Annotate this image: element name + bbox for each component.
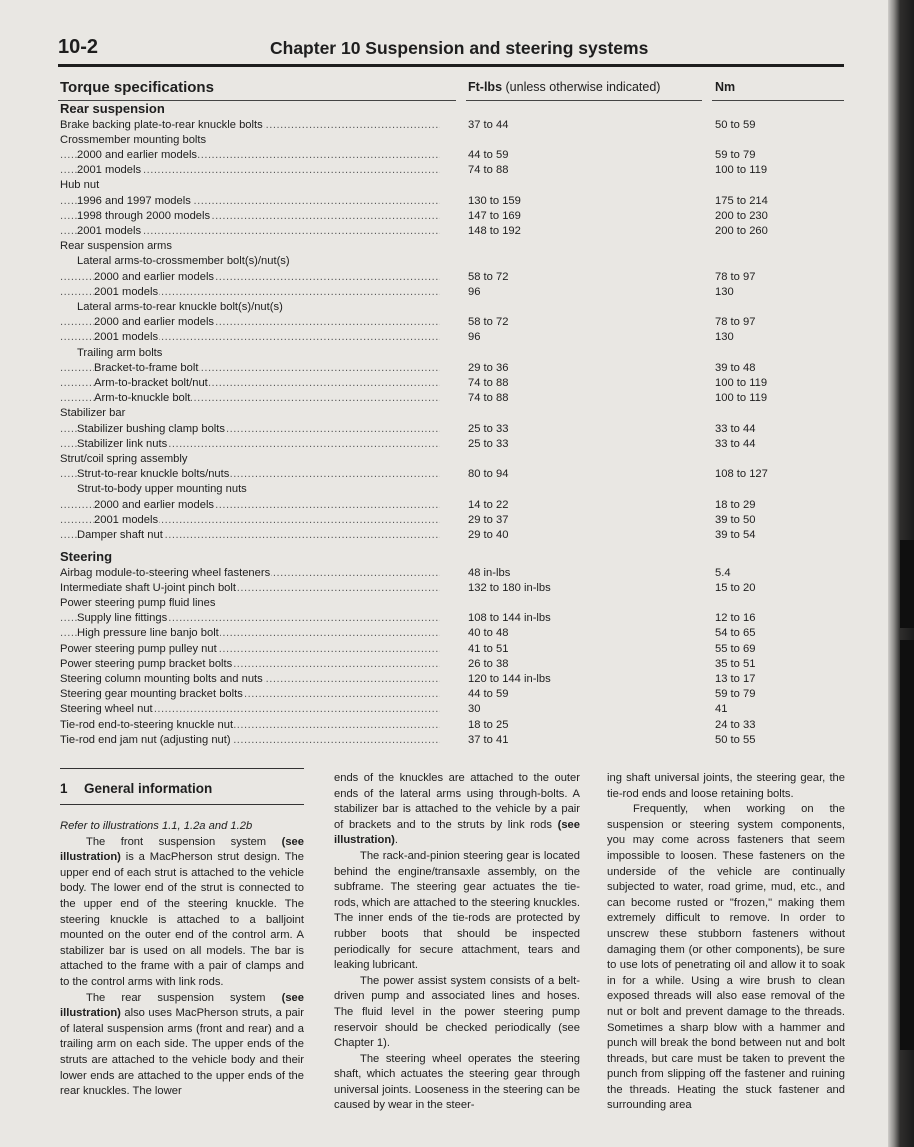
section-title: General information [84, 781, 213, 796]
torque-nm-value: 13 to 17 [715, 673, 756, 685]
torque-row [60, 596, 844, 612]
torque-label-cell [60, 733, 440, 749]
torque-item-label: Stabilizer bar [60, 407, 126, 420]
torque-label-cell [60, 406, 440, 422]
torque-ft-lbs-value: 44 to 59 [468, 148, 509, 161]
torque-item-label: Rear suspension arms [60, 240, 172, 253]
section-number: 1 [60, 781, 68, 796]
torque-label-cell [60, 513, 440, 529]
torque-row [60, 178, 844, 194]
torque-ft-lbs-value: 29 to 40 [468, 528, 509, 541]
torque-ft-lbs-value: 25 to 33 [468, 422, 509, 435]
torque-row [60, 270, 844, 286]
torque-label-cell [60, 239, 440, 255]
torque-ft-lbs-value: 44 to 59 [468, 688, 509, 701]
text-run: is a MacPherson strut design. The upper end of each strut is attached to the vehicle body. The lower end of the strut is connected to the upper end of the steering knuckle. The steering knuckle is attached to a balljoint mounted on the outer end of the control arm. A stabilizer bar is used on all models. The bar is attached to the frame with a pair of clamps and to the control arms with link rods. [60, 851, 304, 988]
page-header [58, 36, 844, 64]
torque-item-label: Steering gear mounting bracket bolts [60, 688, 243, 701]
torque-nm-value: 35 to 51 [715, 657, 756, 670]
torque-item-label: Steering [60, 549, 113, 565]
torque-specs-title: Torque specifications [60, 79, 214, 96]
torque-label-cell [60, 672, 440, 688]
torque-label-cell [60, 702, 440, 718]
torque-row [60, 285, 844, 301]
torque-label-cell [60, 300, 440, 316]
torque-item-label: Rear suspension [60, 101, 165, 116]
torque-label-cell [60, 498, 440, 514]
torque-row [60, 254, 844, 270]
torque-ft-lbs-value: 48 in-lbs [468, 566, 511, 579]
chapter-title: Chapter 10 Suspension and steering systems [270, 38, 649, 58]
torque-item-label: Intermediate shaft U-joint pinch bolt [60, 581, 236, 594]
torque-ft-lbs-value: 37 to 41 [468, 733, 509, 746]
torque-item-label: Stabilizer bushing clamp bolts [77, 422, 225, 435]
torque-label-cell [60, 254, 440, 270]
torque-nm-value: 5.4 [715, 566, 731, 579]
torque-label-cell [60, 596, 440, 612]
paragraph: The steering wheel operates the steering shaft, which actuates the steering gear through universal joints. Looseness in the steering can be caused by wear in the steer- [334, 1052, 580, 1112]
torque-label-cell [60, 178, 440, 194]
torque-nm-value: 200 to 230 [715, 209, 768, 222]
torque-item-label: Supply line fittings [77, 612, 168, 625]
torque-label-cell [60, 209, 440, 225]
torque-label-cell [60, 626, 440, 642]
torque-row [60, 209, 844, 225]
torque-item-label: Trailing arm bolts [77, 346, 163, 359]
header-rule [58, 64, 844, 67]
torque-ft-lbs-value: 132 to 180 in-lbs [468, 581, 551, 594]
ft-lbs-label: Ft-lbs [468, 80, 503, 94]
torque-label-cell [60, 224, 440, 240]
torque-ft-lbs-value: 40 to 48 [468, 627, 509, 640]
torque-section-heading [60, 101, 844, 117]
torque-item-label: Strut/coil spring assembly [60, 452, 188, 465]
torque-row [60, 346, 844, 362]
torque-item-label: Power steering pump pulley nut [60, 642, 217, 655]
torque-nm-value: 12 to 16 [715, 612, 756, 625]
torque-item-label: Tie-rod end-to-steering knuckle nut [60, 718, 234, 731]
torque-label-cell [60, 346, 440, 362]
section-heading [60, 781, 212, 796]
torque-row [60, 566, 844, 582]
torque-item-label: Brake backing plate-to-rear knuckle bolts [60, 118, 263, 131]
section-rule [60, 804, 304, 805]
torque-label-cell [60, 549, 440, 565]
torque-item-label: 2000 and earlier models [94, 270, 215, 283]
torque-row [60, 733, 844, 749]
paragraph: The power assist system consists of a belt-driven pump and associated lines and hoses. The fluid level in the power steering pump reservoir should be checked periodically (see Chapter 1). [334, 974, 580, 1050]
torque-row [60, 406, 844, 422]
torque-row [60, 224, 844, 240]
torque-ft-lbs-value: 96 [468, 331, 481, 344]
torque-nm-value: 39 to 48 [715, 361, 756, 374]
torque-row [60, 315, 844, 331]
torque-row [60, 437, 844, 453]
torque-nm-value: 78 to 97 [715, 316, 756, 329]
illustration-reference: Refer to illustrations 1.1, 1.2a and 1.2b [60, 820, 253, 832]
bold-reference: (see illustration) [60, 991, 304, 1020]
torque-nm-value: 55 to 69 [715, 642, 756, 655]
torque-item-label: Power steering pump bracket bolts [60, 657, 233, 670]
paragraph: ing shaft universal joints, the steering gear, the tie-rod ends and loose retaining bolts. [607, 772, 845, 800]
torque-row [60, 718, 844, 734]
torque-item-label: Arm-to-knuckle bolt [94, 392, 191, 405]
torque-item-label: 2001 models [77, 224, 142, 237]
paragraph: The rack-and-pinion steering gear is located behind the engine/transaxle assembly, on the subframe. The steering gear actuates the tie-rods, which are attached to the steering knuckles. The inner ends of the tie-rods are protected by rubber boots that should be inspected periodically for secure attachment, tears and leaking lubricant. [334, 849, 580, 972]
torque-row [60, 467, 844, 483]
torque-item-label: Lateral arms-to-crossmember bolt(s)/nut(s) [77, 255, 290, 268]
torque-ft-lbs-value: 58 to 72 [468, 316, 509, 329]
paragraph [60, 991, 304, 1100]
text-run: The front suspension system [86, 835, 282, 848]
torque-row [60, 376, 844, 392]
torque-section-heading [60, 549, 844, 565]
torque-item-label: Damper shaft nut [77, 528, 163, 541]
torque-row [60, 239, 844, 255]
torque-nm-value: 33 to 44 [715, 437, 756, 450]
text-run: The rear suspension system [86, 991, 282, 1004]
torque-item-label: Bracket-to-frame bolt [94, 361, 199, 374]
torque-nm-value: 200 to 260 [715, 224, 768, 237]
nm-column-header: Nm [715, 80, 736, 94]
torque-row [60, 581, 844, 597]
torque-label-cell [60, 718, 440, 734]
torque-nm-value: 59 to 79 [715, 148, 756, 161]
torque-item-label: Crossmember mounting bolts [60, 133, 207, 146]
torque-ft-lbs-value: 108 to 144 in-lbs [468, 612, 551, 625]
torque-nm-value: 100 to 119 [715, 392, 768, 405]
edge-tab-upper [900, 540, 914, 628]
torque-nm-value: 15 to 20 [715, 581, 756, 594]
torque-label-cell [60, 133, 440, 149]
torque-label-cell [60, 452, 440, 468]
torque-row [60, 702, 844, 718]
torque-label-cell [60, 611, 440, 627]
torque-ft-lbs-value: 74 to 88 [468, 376, 509, 389]
torque-label-cell [60, 376, 440, 392]
text-column-2 [334, 771, 580, 1114]
torque-item-label: Tie-rod end jam nut (adjusting nut) [60, 733, 231, 746]
page-number: 10-2 [58, 36, 99, 58]
bold-reference: (see illustration) [334, 818, 580, 847]
torque-item-label: Arm-to-bracket bolt/nut [94, 376, 208, 389]
torque-item-label: 1998 through 2000 models [77, 209, 211, 222]
torque-nm-value: 50 to 55 [715, 733, 756, 746]
torque-item-label: Strut-to-rear knuckle bolts/nuts [77, 468, 230, 481]
torque-row [60, 300, 844, 316]
ft-lbs-column-header [468, 80, 660, 94]
torque-ft-lbs-value: 25 to 33 [468, 437, 509, 450]
torque-row [60, 422, 844, 438]
torque-nm-value: 59 to 79 [715, 688, 756, 701]
torque-ft-lbs-value: 29 to 36 [468, 361, 509, 374]
torque-item-label: Airbag module-to-steering wheel fasteners [60, 566, 271, 579]
torque-nm-value: 78 to 97 [715, 270, 756, 283]
torque-nm-value: 39 to 54 [715, 528, 756, 541]
torque-ft-lbs-value: 148 to 192 [468, 224, 521, 237]
torque-row [60, 498, 844, 514]
torque-label-cell [60, 391, 440, 407]
torque-nm-value: 18 to 29 [715, 498, 756, 511]
torque-label-cell [60, 148, 440, 164]
torque-item-label: 2001 models [94, 285, 159, 298]
torque-label-cell [60, 101, 440, 117]
torque-label-cell [60, 528, 440, 544]
bold-reference: (see illustration) [60, 835, 304, 864]
torque-row [60, 148, 844, 164]
torque-row [60, 611, 844, 627]
torque-ft-lbs-value: 120 to 144 in-lbs [468, 673, 551, 685]
torque-label-cell [60, 687, 440, 703]
torque-label-cell [60, 118, 440, 134]
torque-label-cell [60, 467, 440, 483]
torque-nm-value: 24 to 33 [715, 718, 756, 731]
torque-item-label: 1996 and 1997 models [77, 194, 191, 207]
edge-tab-lower [900, 640, 914, 1050]
text-run: ends of the knuckles are attached to the outer ends of the lateral arms using through-bolts. A stabilizer bar is attached to the vehicle by a pair of brackets and to the struts by link rods [334, 772, 580, 831]
torque-nm-value: 50 to 59 [715, 118, 756, 131]
torque-ft-lbs-value: 74 to 88 [468, 164, 509, 177]
torque-label-cell [60, 361, 440, 377]
torque-row [60, 672, 844, 688]
text-column-1 [60, 819, 304, 1100]
torque-ft-lbs-value: 147 to 169 [468, 209, 521, 222]
torque-item-label: High pressure line banjo bolt [77, 627, 219, 640]
torque-ft-lbs-value: 14 to 22 [468, 498, 509, 511]
torque-label-cell [60, 566, 440, 582]
torque-ft-lbs-value: 29 to 37 [468, 513, 509, 526]
torque-label-cell [60, 315, 440, 331]
text-run: . [394, 834, 399, 847]
torque-ft-lbs-value: 26 to 38 [468, 657, 509, 670]
torque-ft-lbs-value: 30 [468, 703, 481, 716]
torque-label-cell [60, 657, 440, 673]
torque-row [60, 391, 844, 407]
torque-label-cell [60, 581, 440, 597]
torque-ft-lbs-value: 58 to 72 [468, 270, 509, 283]
torque-ft-lbs-value: 41 to 51 [468, 642, 509, 655]
torque-nm-value: 108 to 127 [715, 468, 768, 481]
torque-ft-lbs-value: 74 to 88 [468, 392, 509, 405]
torque-item-label: 2000 and earlier models [94, 316, 215, 329]
torque-nm-value: 39 to 50 [715, 513, 756, 526]
torque-label-cell [60, 642, 440, 658]
torque-ft-lbs-value: 80 to 94 [468, 468, 509, 481]
torque-label-cell [60, 437, 440, 453]
torque-nm-value: 100 to 119 [715, 164, 768, 177]
torque-item-label: 2001 models [94, 331, 159, 344]
torque-row [60, 482, 844, 498]
torque-item-label: Steering column mounting bolts and nuts [60, 673, 263, 685]
torque-row [60, 452, 844, 468]
paragraph [60, 835, 304, 991]
torque-row [60, 626, 844, 642]
torque-item-label: 2000 and earlier models [77, 148, 198, 161]
torque-label-cell [60, 270, 440, 286]
torque-row [60, 687, 844, 703]
torque-nm-value: 175 to 214 [715, 194, 768, 207]
torque-item-label: Hub nut [60, 179, 100, 192]
torque-ft-lbs-value: 96 [468, 285, 481, 298]
torque-row [60, 513, 844, 529]
torque-row [60, 642, 844, 658]
torque-nm-value: 130 [715, 285, 734, 298]
torque-nm-value: 130 [715, 331, 734, 344]
torque-row [60, 163, 844, 179]
torque-label-cell [60, 194, 440, 210]
torque-nm-value: 33 to 44 [715, 422, 756, 435]
torque-ft-lbs-value: 37 to 44 [468, 118, 509, 131]
torque-item-label: Lateral arms-to-rear knuckle bolt(s)/nut(s) [77, 300, 283, 313]
torque-label-cell [60, 330, 440, 346]
torque-item-label: 2001 models [77, 164, 142, 177]
torque-row [60, 330, 844, 346]
ft-lbs-note: (unless otherwise indicated) [502, 80, 661, 94]
text-column-3 [607, 771, 845, 1114]
section-rule [60, 768, 304, 769]
torque-item-label: Strut-to-body upper mounting nuts [77, 483, 247, 496]
torque-row [60, 118, 844, 134]
paragraph: Frequently, when working on the suspension or steering system components, you may come across fasteners that seem impossible to loosen. These fasteners on the underside of the vehicle are continually subjected to water, road grime, mud, etc., and can become rusted or "frozen," making them extremely difficult to remove. In order to unscrew these stubborn fasteners without damaging them (or other components), be sure to use lots of penetrating oil and allow it to soak in for a while. Using a wire brush to clean exposed threads will also ease removal of the nut or bolt and prevent damage to the threads. Sometimes a sharp blow with a hammer and punch will break the bond between nut and bolt threads, but care must be taken to prevent the punch from slipping off the fastener and ruining the threads. Heating the stuck fastener and surrounding area [607, 803, 845, 1112]
paragraph [334, 771, 580, 849]
torque-ft-lbs-value: 18 to 25 [468, 718, 509, 731]
torque-row [60, 361, 844, 377]
torque-label-cell [60, 482, 440, 498]
text-run: also uses MacPherson struts, a pair of lateral suspension arms (front and rear) and a trailing arm on each side. The upper ends of the struts are attached to the vehicle body and their lower ends are attached to the upper ends of the rear knuckles. The lower [60, 1007, 304, 1098]
torque-item-label: Stabilizer link nuts [77, 437, 168, 450]
torque-nm-value: 100 to 119 [715, 376, 768, 389]
torque-row [60, 194, 844, 210]
torque-row [60, 528, 844, 544]
torque-item-label: 2000 and earlier models [94, 498, 215, 511]
torque-nm-value: 41 [715, 703, 728, 716]
torque-item-label: Power steering pump fluid lines [60, 597, 216, 609]
torque-label-cell [60, 163, 440, 179]
torque-row [60, 657, 844, 673]
torque-nm-value: 54 to 65 [715, 627, 756, 640]
torque-label-cell [60, 422, 440, 438]
torque-row [60, 133, 844, 149]
torque-label-cell [60, 285, 440, 301]
torque-item-label: Steering wheel nut [60, 703, 153, 716]
torque-ft-lbs-value: 130 to 159 [468, 194, 521, 207]
torque-item-label: 2001 models [94, 513, 159, 526]
